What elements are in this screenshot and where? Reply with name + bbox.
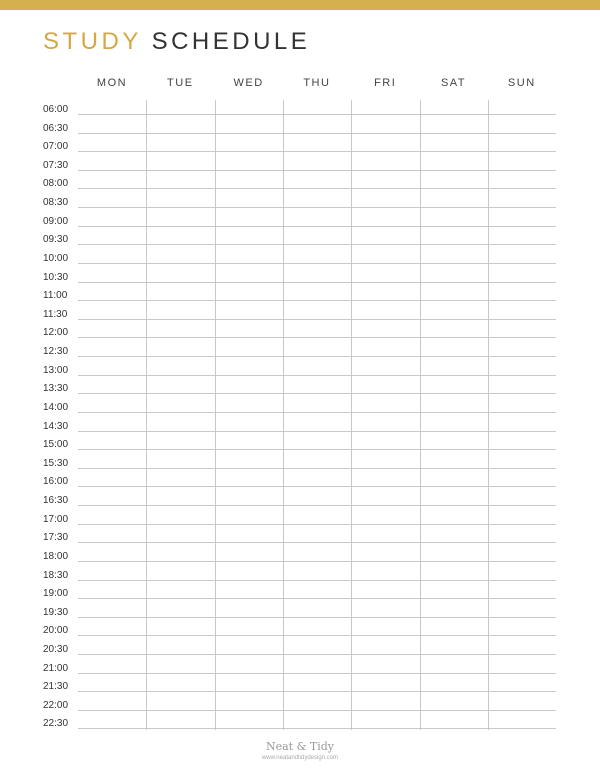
day-header-row [78, 77, 556, 91]
time-label: 15:30 [43, 458, 69, 469]
day-header-tue: TUE [167, 77, 194, 89]
page-title [43, 28, 310, 56]
day-header-thu: THU [303, 77, 331, 89]
time-label: 20:30 [43, 644, 69, 655]
day-header-fri: FRI [374, 77, 397, 89]
time-label: 14:30 [43, 421, 69, 432]
time-label: 16:00 [43, 476, 69, 487]
row-line [78, 114, 556, 115]
time-label: 09:30 [43, 234, 69, 245]
day-header-wed: WED [233, 77, 264, 89]
row-line [78, 486, 556, 487]
time-label: 14:00 [43, 402, 69, 413]
row-line [78, 431, 556, 432]
row-line [78, 542, 556, 543]
time-label: 12:00 [43, 327, 69, 338]
row-line [78, 728, 556, 729]
time-label: 17:00 [43, 514, 69, 525]
brand-url: www.neatandtidydesign.com [261, 755, 339, 761]
brand-logo-text: Neat & Tidy [265, 740, 334, 753]
day-header-sat: SAT [440, 77, 467, 89]
time-label: 17:30 [43, 532, 69, 543]
time-label: 11:30 [43, 309, 68, 320]
time-label: 18:00 [43, 551, 69, 562]
time-label: 19:30 [43, 607, 69, 618]
time-label: 16:30 [43, 495, 69, 506]
row-line [78, 673, 556, 674]
time-label: 08:00 [43, 178, 69, 189]
time-label: 22:30 [43, 718, 69, 729]
time-label: 20:00 [43, 625, 69, 636]
row-line [78, 282, 556, 283]
time-label: 10:30 [43, 272, 69, 283]
row-line [78, 580, 556, 581]
title-main: SCHEDULE [151, 28, 311, 55]
row-line [78, 207, 556, 208]
top-accent-bar [0, 0, 600, 10]
row-line [78, 654, 556, 655]
day-header-sun: SUN [507, 77, 536, 89]
row-line [78, 375, 556, 376]
time-label: 13:00 [43, 365, 69, 376]
row-line [78, 617, 556, 618]
row-line [78, 337, 556, 338]
time-label: 21:30 [43, 681, 69, 692]
row-line [78, 356, 556, 357]
time-column [0, 0, 78, 776]
row-line [78, 412, 556, 413]
time-label: 22:00 [43, 700, 69, 711]
title-accent: STUDY [43, 28, 142, 55]
row-line [78, 170, 556, 171]
row-line [78, 710, 556, 711]
row-line [78, 133, 556, 134]
row-line [78, 691, 556, 692]
row-line [78, 561, 556, 562]
day-header-mon: MON [96, 77, 128, 89]
time-label: 21:00 [43, 663, 69, 674]
row-line [78, 635, 556, 636]
time-label: 07:30 [43, 160, 69, 171]
row-line [78, 151, 556, 152]
row-line [78, 393, 556, 394]
time-label: 18:30 [43, 570, 69, 581]
row-line [78, 244, 556, 245]
time-label: 11:00 [43, 290, 68, 301]
time-label: 08:30 [43, 197, 69, 208]
time-label: 06:30 [43, 123, 69, 134]
time-label: 19:00 [43, 588, 69, 599]
time-label: 13:30 [43, 383, 69, 394]
time-label: 10:00 [43, 253, 69, 264]
time-label: 09:00 [43, 216, 69, 227]
row-line [78, 263, 556, 264]
row-line [78, 598, 556, 599]
row-line [78, 226, 556, 227]
row-line [78, 524, 556, 525]
time-label: 12:30 [43, 346, 69, 357]
row-line [78, 188, 556, 189]
time-label: 06:00 [43, 104, 69, 115]
row-line [78, 449, 556, 450]
row-line [78, 319, 556, 320]
schedule-grid [78, 100, 556, 730]
time-label: 07:00 [43, 141, 69, 152]
row-line [78, 300, 556, 301]
row-line [78, 468, 556, 469]
time-label: 15:00 [43, 439, 69, 450]
row-line [78, 505, 556, 506]
